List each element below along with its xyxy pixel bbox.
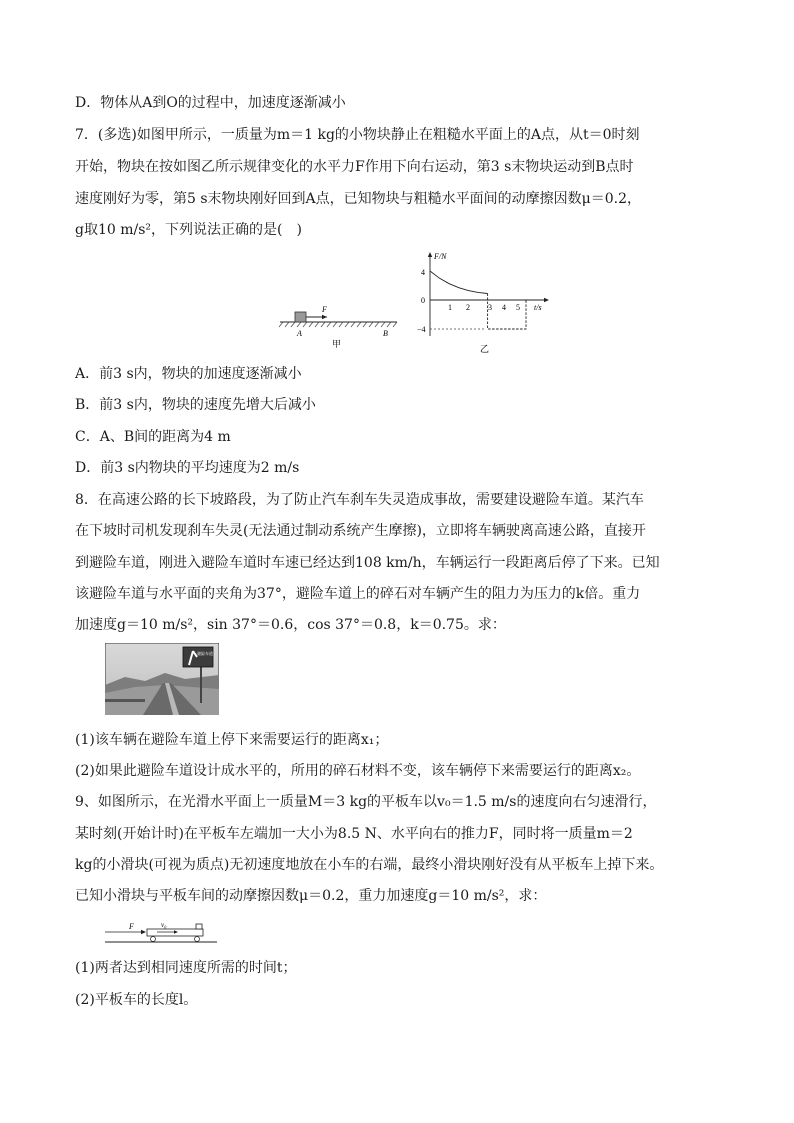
x-tick-2: 2 bbox=[466, 303, 470, 312]
q8-stem-line-5: 加速度g＝10 m/s²，sin 37°＝0.6，cos 37°＝0.8，k＝0.75。求： bbox=[75, 617, 506, 633]
wheel-left bbox=[151, 937, 156, 942]
label-F: F bbox=[129, 922, 134, 931]
q7-option-a: A．前3 s内，物块的加速度逐渐减小 bbox=[75, 366, 302, 382]
series-line-1 bbox=[430, 271, 488, 294]
q7-option-b: B．前3 s内，物块的速度先增大后减小 bbox=[75, 397, 316, 413]
y-tick-0: 0 bbox=[421, 296, 425, 305]
label-v0: v₀ bbox=[161, 921, 167, 929]
q7-option-d: D．前3 s内物块的平均速度为2 m/s bbox=[75, 460, 300, 476]
q9-part-1: (1)两者达到相同速度所需的时间t； bbox=[75, 960, 297, 976]
q8-stem-line-4: 该避险车道与水平面的夹角为37°，避险车道上的碎石对车辆产生的阻力为压力的k倍。重力 bbox=[75, 586, 641, 602]
series-line-2 bbox=[488, 294, 526, 330]
figure-yi-chart bbox=[410, 248, 560, 356]
label-B: B bbox=[383, 329, 388, 338]
label-A: A bbox=[297, 329, 302, 338]
x-tick-5: 5 bbox=[516, 303, 520, 312]
figure-jia bbox=[275, 300, 405, 350]
ground-hatch bbox=[279, 322, 397, 327]
q8-stem-line-1: 8．在高速公路的长下坡路段，为了防止汽车刹车失灵造成事故，需要建设避险车道。某汽车 bbox=[75, 492, 644, 508]
y-tick-minus-4: −4 bbox=[417, 325, 426, 334]
q7-stem-line-3: 速度刚好为零，第5 s末物块刚好回到A点，已知物块与粗糙水平面间的动摩擦因数μ＝0.2， bbox=[75, 191, 642, 207]
slider-block bbox=[196, 924, 202, 929]
y-tick-4: 4 bbox=[421, 268, 425, 277]
caption-jia: 甲 bbox=[332, 340, 342, 350]
x-tick-1: 1 bbox=[448, 303, 452, 312]
x-axis-label: t/s bbox=[534, 303, 542, 312]
q9-stem-line-1: 9、如图所示，在光滑水平面上一质量M＝3 kg的平板车以v₀＝1.5 m/s的速度向右匀速滑行， bbox=[75, 794, 657, 810]
q7-stem-line-2: 开始，物块在按如图乙所示规律变化的水平力F作用下向右运动，第3 s末物块运动到B点时 bbox=[75, 159, 634, 175]
q8-stem-line-3: 到避险车道，刚进入避险车道时车速已经达到108 km/h，车辆运行一段距离后停了下来。已知 bbox=[75, 555, 660, 571]
force-arrow-head bbox=[141, 930, 146, 934]
q9-part-2: (2)平板车的长度l。 bbox=[75, 992, 198, 1008]
wheel-right bbox=[195, 937, 200, 942]
figure-q9-cart bbox=[105, 918, 220, 948]
q9-stem-line-3: kg的小滑块(可视为质点)无初速度地放在小车的右端，最终小滑块刚好没有从平板车上掉下来。 bbox=[75, 857, 664, 873]
y-axis-label: F/N bbox=[434, 252, 447, 261]
q7-stem-line-1: 7．(多选)如图甲所示，一质量为m＝1 kg的小物块静止在粗糙水平面上的A点，从t＝0时刻 bbox=[75, 127, 640, 143]
label-F: F bbox=[322, 305, 327, 314]
runaway-lane-photo bbox=[105, 643, 219, 715]
y-axis-arrow bbox=[428, 252, 432, 257]
road-sign bbox=[183, 647, 213, 667]
x-axis-arrow bbox=[544, 298, 549, 302]
q9-stem-line-4: 已知小滑块与平板车间的动摩擦因数μ＝0.2，重力加速度g＝10 m/s²，求： bbox=[75, 888, 547, 904]
x-tick-4: 4 bbox=[502, 303, 506, 312]
force-arrow-head bbox=[322, 315, 327, 319]
q8-stem-line-2: 在下坡时司机发现刹车失灵(无法通过制动系统产生摩擦)，立即将车辆驶离高速公路，直接开 bbox=[75, 523, 646, 539]
block bbox=[295, 312, 306, 322]
sign-text: 避险车道 bbox=[197, 651, 213, 656]
q6-option-d: D．物体从A到O的过程中，加速度逐渐减小 bbox=[75, 95, 346, 111]
guardrail bbox=[105, 699, 145, 702]
q8-part-1: (1)该车辆在避险车道上停下来需要运行的距离x₁； bbox=[75, 732, 389, 748]
caption-yi: 乙 bbox=[480, 345, 490, 355]
q7-stem-line-4: g取10 m/s²，下列说法正确的是( ) bbox=[75, 222, 302, 238]
q9-stem-line-2: 某时刻(开始计时)在平板车左端加一大小为8.5 N、水平向右的推力F，同时将一质量m＝2 bbox=[75, 826, 633, 842]
q8-part-2: (2)如果此避险车道设计成水平的，所用的碎石材料不变，该车辆停下来需要运行的距离x₂。 bbox=[75, 763, 641, 779]
x-tick-3: 3 bbox=[488, 303, 492, 312]
q7-option-c: C．A、B间的距离为4 m bbox=[75, 429, 231, 445]
